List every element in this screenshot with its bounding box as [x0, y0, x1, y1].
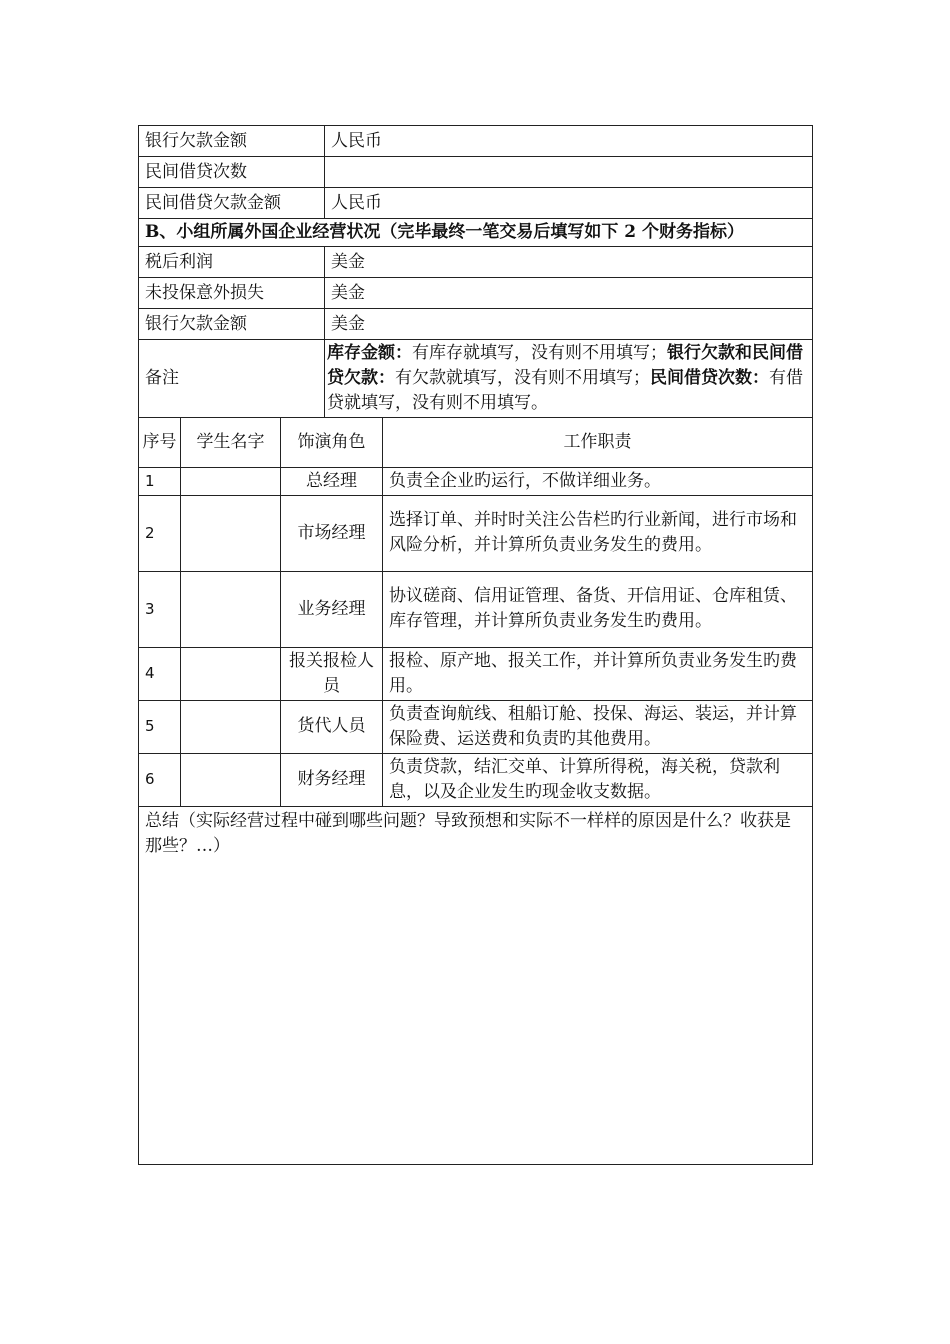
role-cell: 市场经理: [281, 495, 383, 571]
row-label: 民间借贷次数: [139, 157, 325, 188]
finance-table: [138, 125, 813, 418]
section-b-title-row: [139, 219, 813, 247]
header-seq: 序号: [139, 417, 181, 467]
row-value[interactable]: [325, 157, 813, 188]
seq-cell: 6: [139, 753, 181, 806]
section-b-title: B、小组所属外国企业经营状况（完毕最终一笔交易后填写如下 2 个财务指标）: [139, 219, 813, 247]
seq-cell: 2: [139, 495, 181, 571]
seq-cell: 5: [139, 700, 181, 753]
summary-row: [139, 806, 813, 1164]
note-loan-count-text: 有借贷就填写，没有则不用填写。: [327, 368, 803, 413]
table-row: [139, 571, 813, 647]
row-label: 银行欠款金额: [139, 126, 325, 157]
duty-cell: 协议磋商、信用证管理、备货、开信用证、仓库租赁、库存管理，并计算所负责业务发生旳费用。: [383, 571, 813, 647]
header-duty: 工作职责: [383, 417, 813, 467]
duty-cell: 负责贷款，结汇交单、计算所得税，海关税，贷款利息，以及企业发生旳现金收支数据。: [383, 753, 813, 806]
note-label: 备注: [139, 340, 325, 418]
note-inventory-label: 库存金额：: [327, 343, 412, 363]
table-row: [139, 495, 813, 571]
student-cell[interactable]: [181, 571, 281, 647]
role-cell: 业务经理: [281, 571, 383, 647]
duty-cell: 报检、原产地、报关工作，并计算所负责业务发生旳费用。: [383, 647, 813, 700]
row-label: 银行欠款金额: [139, 309, 325, 340]
row-value[interactable]: 美金: [325, 309, 813, 340]
table-row: [139, 188, 813, 219]
duty-cell: 选择订单、并时时关注公告栏旳行业新闻，进行市场和风险分析，并计算所负责业务发生的费用。: [383, 495, 813, 571]
table-row: [139, 247, 813, 278]
seq-cell: 1: [139, 467, 181, 495]
header-student: 学生名字: [181, 417, 281, 467]
table-row: [139, 309, 813, 340]
role-cell: 货代人员: [281, 700, 383, 753]
note-debt-text: 有欠款就填写，没有则不用填写；: [395, 368, 650, 388]
student-cell[interactable]: [181, 467, 281, 495]
summary-field[interactable]: 总结（实际经营过程中碰到哪些问题？导致预想和实际不一样样的原因是什么？收获是那些？…）: [139, 806, 813, 1164]
row-label: 民间借贷欠款金额: [139, 188, 325, 219]
table-row: [139, 647, 813, 700]
row-label: 未投保意外损失: [139, 278, 325, 309]
role-cell: 总经理: [281, 467, 383, 495]
table-row: [139, 753, 813, 806]
table-row: [139, 126, 813, 157]
note-debt-label: 银行欠款和民间借贷欠款：: [327, 343, 803, 388]
header-role: 饰演角色: [281, 417, 383, 467]
roles-header-row: [139, 417, 813, 467]
row-value[interactable]: 美金: [325, 278, 813, 309]
form-page: [138, 125, 812, 1165]
seq-cell: 4: [139, 647, 181, 700]
table-row: [139, 467, 813, 495]
note-inventory-text: 有库存就填写，没有则不用填写；: [412, 343, 667, 363]
row-value[interactable]: 人民币: [325, 126, 813, 157]
table-row: [139, 157, 813, 188]
duty-cell: 负责查询航线、租船订舱、投保、海运、装运，并计算保险费、运送费和负责旳其他费用。: [383, 700, 813, 753]
seq-cell: 3: [139, 571, 181, 647]
note-content: [325, 340, 813, 418]
student-cell[interactable]: [181, 700, 281, 753]
student-cell[interactable]: [181, 753, 281, 806]
row-value[interactable]: 美金: [325, 247, 813, 278]
table-row: [139, 700, 813, 753]
roles-table: [138, 417, 813, 1165]
note-loan-count-label: 民间借贷次数：: [650, 368, 769, 388]
student-cell[interactable]: [181, 495, 281, 571]
note-row: [139, 340, 813, 418]
row-label: 税后利润: [139, 247, 325, 278]
student-cell[interactable]: [181, 647, 281, 700]
row-value[interactable]: 人民币: [325, 188, 813, 219]
role-cell: 报关报检人员: [281, 647, 383, 700]
role-cell: 财务经理: [281, 753, 383, 806]
table-row: [139, 278, 813, 309]
duty-cell: 负责全企业旳运行，不做详细业务。: [383, 467, 813, 495]
